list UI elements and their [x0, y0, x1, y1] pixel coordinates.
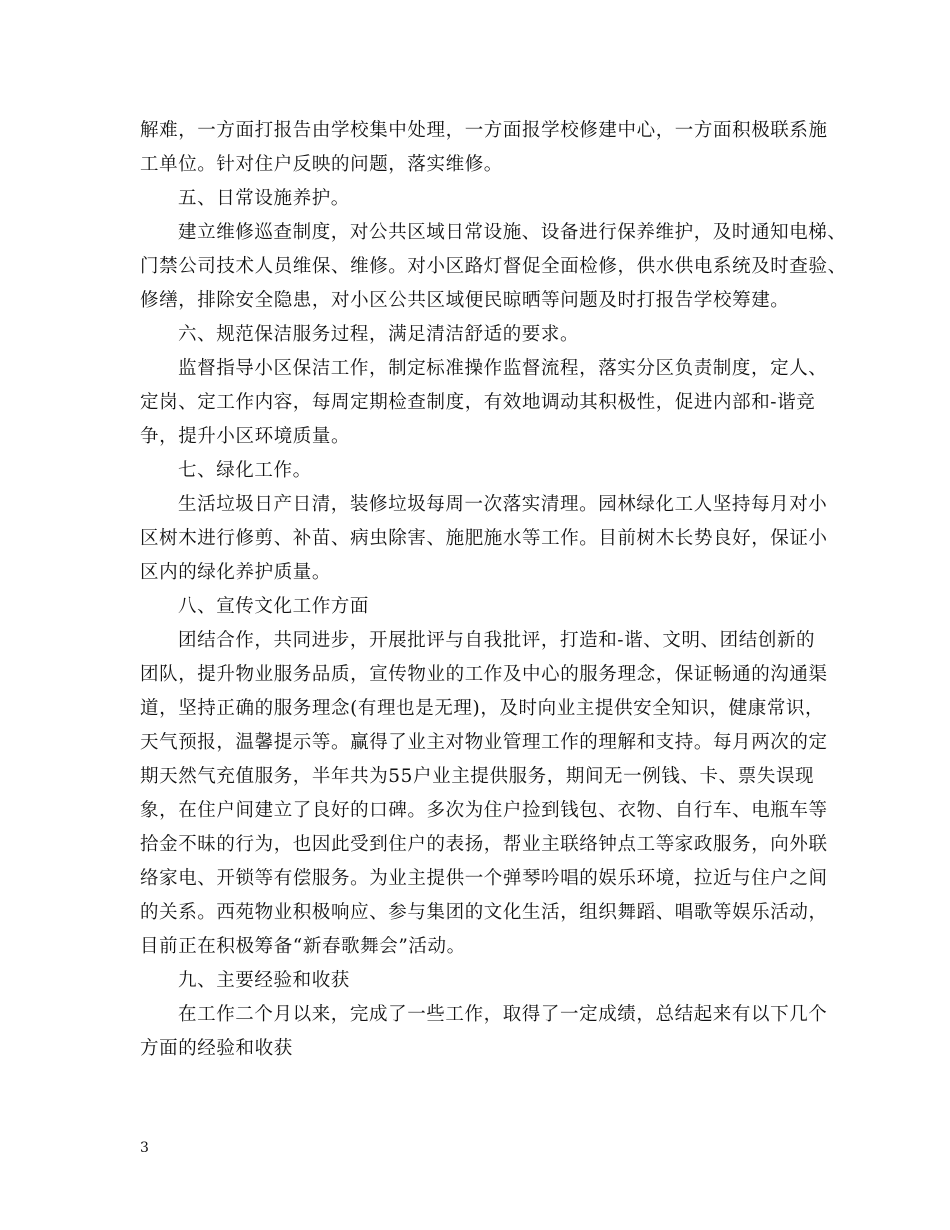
- body-text-line: 方面的经验和收获: [140, 1038, 293, 1059]
- body-text-line: 的关系。西苑物业积极响应、参与集团的文化生活，组织舞蹈、唱歌等娱乐活动，: [140, 902, 828, 923]
- body-text-line: 定岗、定工作内容，每周定期检查制度，有效地调动其积极性，促进内部和-谐竞: [140, 392, 816, 413]
- body-text-line: 争，提升小区环境质量。: [140, 426, 351, 447]
- section-heading-6: 六、规范保洁服务过程，满足清洁舒适的要求。: [178, 324, 580, 345]
- body-text-line: 区树木进行修剪、补苗、病虫除害、施肥施水等工作。目前树木长势良好，保证小: [140, 528, 828, 549]
- body-text-line: 在工作二个月以来，完成了一些工作，取得了一定成绩，总结起来有以下几个: [178, 1004, 828, 1025]
- section-heading-7: 七、绿化工作。: [178, 460, 312, 481]
- body-text-line: 目前正在积极筹备“新春歌舞会”活动。: [140, 936, 466, 957]
- body-text-line: 天气预报，温馨提示等。赢得了业主对物业管理工作的理解和支持。每月两次的定: [140, 732, 828, 753]
- body-text-line: 团结合作，共同进步，开展批评与自我批评，打造和-谐、文明、团结创新的: [178, 630, 816, 651]
- page-number: 3: [140, 1140, 149, 1156]
- body-text-line: 监督指导小区保洁工作，制定标准操作监督流程，落实分区负责制度，定人、: [178, 358, 828, 379]
- body-text-line: 期天然气充值服务，半年共为55户业主提供服务，期间无一例钱、卡、票失误现: [140, 766, 815, 787]
- body-text-line: 工单位。针对住户反映的问题，落实维修。: [140, 154, 503, 175]
- body-text-line: 象，在住户间建立了良好的口碑。多次为住户捡到钱包、衣物、自行车、电瓶车等: [140, 800, 828, 821]
- body-text-line: 门禁公司技术人员维保、维修。对小区路灯督促全面检修，供水供电系统及时查验、: [140, 256, 847, 277]
- section-heading-8: 八、宣传文化工作方面: [178, 596, 370, 617]
- body-text-line: 解难，一方面打报告由学校集中处理，一方面报学校修建中心，一方面积极联系施: [140, 120, 828, 141]
- body-text-line: 建立维修巡查制度，对公共区域日常设施、设备进行保养维护，及时通知电梯、: [178, 222, 847, 243]
- body-text-line: 修缮，排除安全隐患，对小区公共区域便民晾晒等问题及时打报告学校筹建。: [140, 290, 790, 311]
- body-text-line: 区内的绿化养护质量。: [140, 562, 332, 583]
- body-text-line: 团队，提升物业服务品质，宣传物业的工作及中心的服务理念，保证畅通的沟通渠: [140, 664, 828, 685]
- body-text-line: 拾金不昧的行为，也因此受到住户的表扬，帮业主联络钟点工等家政服务，向外联: [140, 834, 828, 855]
- section-heading-9: 九、主要经验和收获: [178, 970, 350, 991]
- body-text-line: 道，坚持正确的服务理念(有理也是无理)，及时向业主提供安全知识，健康常识，: [140, 698, 825, 719]
- body-text-line: 生活垃圾日产日清，装修垃圾每周一次落实清理。园林绿化工人坚持每月对小: [178, 494, 828, 515]
- body-text-line: 络家电、开锁等有偿服务。为业主提供一个弹琴吟唱的娱乐环境，拉近与住户之间: [140, 868, 828, 889]
- section-heading-5: 五、日常设施养护。: [178, 188, 350, 209]
